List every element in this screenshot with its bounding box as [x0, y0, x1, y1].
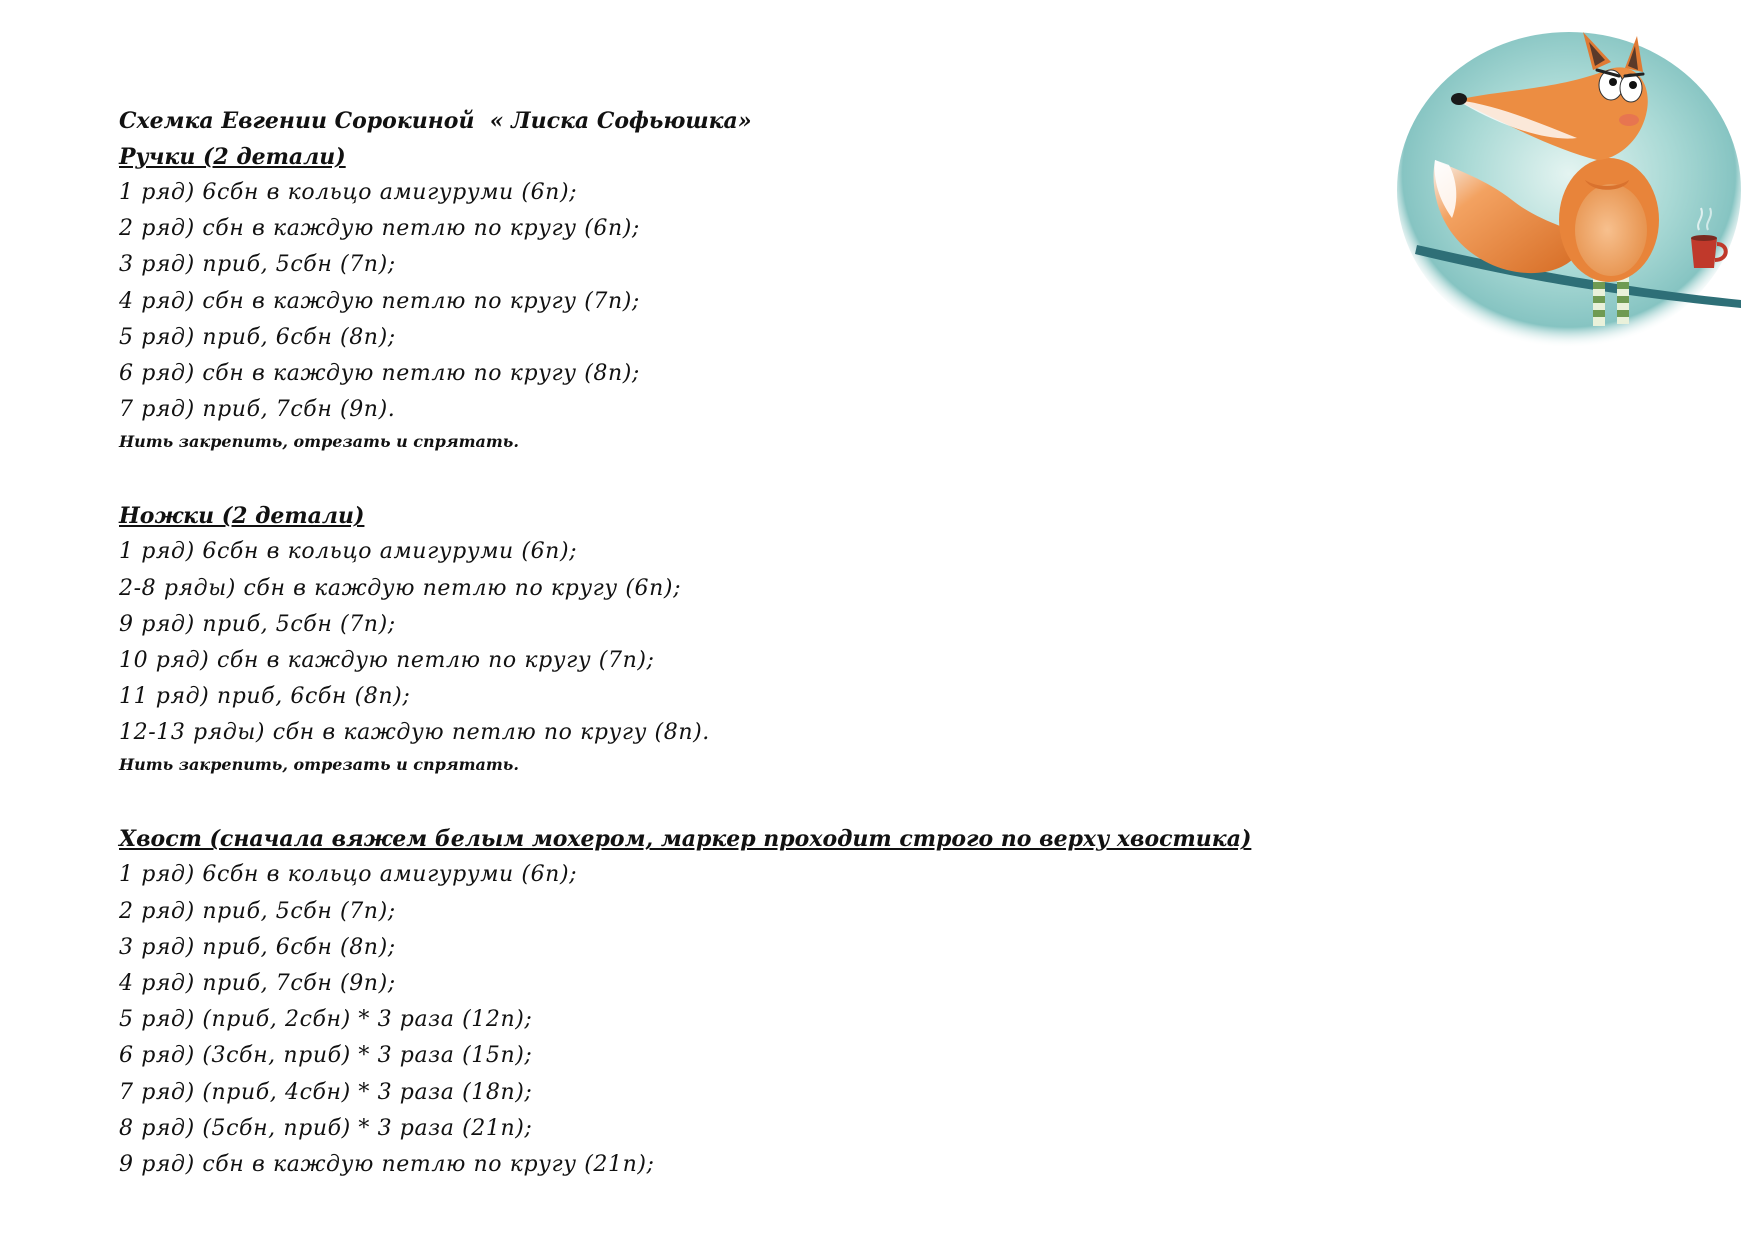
pattern-row: 3 ряд) приб, 6сбн (8п); [119, 934, 396, 960]
section-heading: Ручки (2 детали) [119, 144, 346, 170]
section-heading: Хвост (сначала вяжем белым мохером, маркер проходит строго по верху хвостика) [119, 826, 1252, 853]
section-arms [119, 139, 1299, 456]
section-note: Нить закрепить, отрезать и спрятать. [119, 432, 519, 452]
pattern-row: 9 ряд) приб, 5сбн (7п); [119, 611, 396, 637]
pattern-row: 10 ряд) сбн в каждую петлю по кругу (7п); [119, 647, 655, 673]
pattern-row: 7 ряд) приб, 7сбн (9п). [119, 397, 396, 423]
pattern-row: 8 ряд) (5сбн, приб) * 3 раза (21п); [119, 1115, 533, 1141]
section-spacer [119, 456, 1299, 498]
pattern-row: 2-8 ряды) сбн в каждую петлю по кругу (6п); [119, 575, 682, 601]
pattern-row: 4 ряд) сбн в каждую петлю по кругу (7п); [119, 288, 640, 314]
section-spacer [119, 779, 1299, 821]
pattern-row: 2 ряд) сбн в каждую петлю по кругу (6п); [119, 216, 640, 242]
section-note: Нить закрепить, отрезать и спрятать. [119, 755, 519, 775]
section-tail [119, 821, 1299, 1183]
document-title: Схемка Евгении Сорокиной « Лиска Софьюшка» [119, 108, 752, 134]
pattern-row: 6 ряд) (3сбн, приб) * 3 раза (15п); [119, 1043, 533, 1069]
pattern-row: 3 ряд) приб, 5сбн (7п); [119, 252, 396, 278]
fox-on-branch-icon [1397, 30, 1741, 348]
pattern-row: 9 ряд) сбн в каждую петлю по кругу (21п); [119, 1151, 655, 1177]
pattern-row: 12-13 ряды) сбн в каждую петлю по кругу (8п). [119, 720, 710, 746]
fox-illustration [1397, 30, 1741, 348]
pattern-row: 7 ряд) (приб, 4сбн) * 3 раза (18п); [119, 1079, 533, 1105]
section-legs [119, 498, 1299, 779]
pattern-row: 1 ряд) 6сбн в кольцо амигуруми (6п); [119, 539, 578, 565]
pattern-row: 5 ряд) (приб, 2сбн) * 3 раза (12п); [119, 1007, 533, 1033]
pattern-row: 6 ряд) сбн в каждую петлю по кругу (8п); [119, 360, 640, 386]
section-heading: Ножки (2 детали) [119, 503, 365, 530]
pattern-row: 2 ряд) приб, 5сбн (7п); [119, 898, 396, 924]
pattern-row: 5 ряд) приб, 6сбн (8п); [119, 324, 396, 350]
pattern-row: 1 ряд) 6сбн в кольцо амигуруми (6п); [119, 862, 578, 888]
pattern-row: 4 ряд) приб, 7сбн (9п); [119, 971, 396, 996]
pattern-row: 11 ряд) приб, 6сбн (8п); [119, 684, 411, 710]
pattern-row: 1 ряд) 6сбн в кольцо амигуруми (6п); [119, 180, 578, 205]
pattern-document [119, 103, 1299, 1183]
